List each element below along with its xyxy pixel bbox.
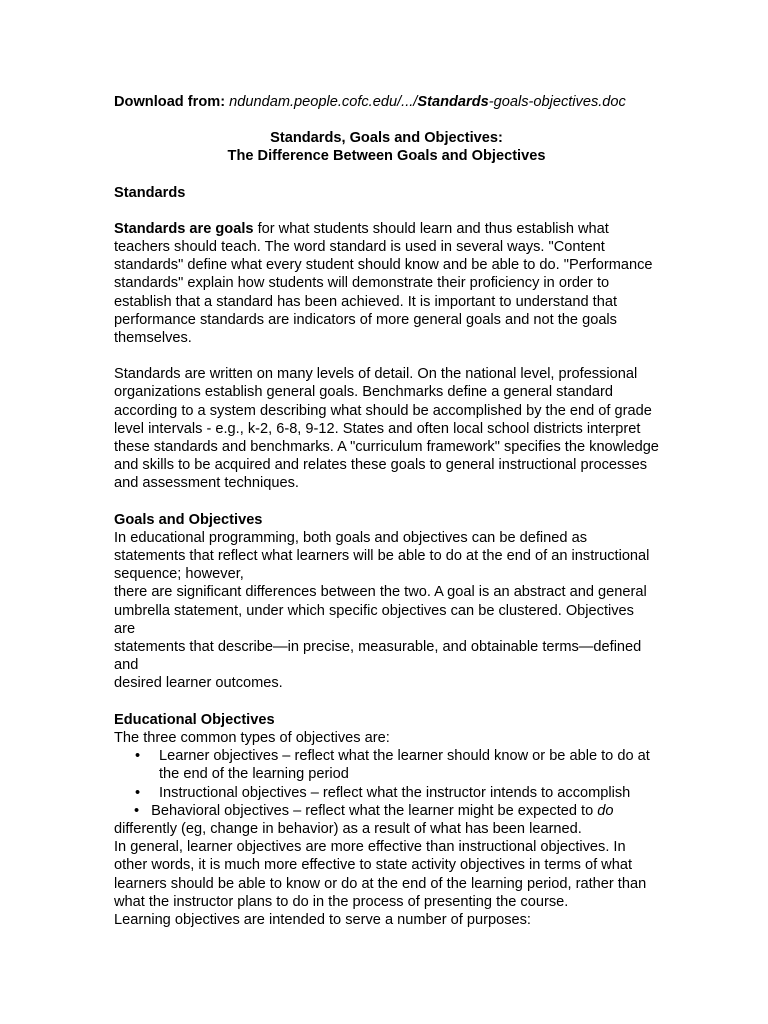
bullet-text: Learner objectives – reflect what the learner should know or be able to do at the end of the learning period [159, 748, 650, 783]
bullet-icon: • [135, 748, 141, 765]
bullet-text-italic: do [597, 802, 614, 819]
download-label: Download from: [114, 94, 226, 110]
goals-heading: Goals and Objectives [114, 511, 263, 528]
objectives-intro: The three common types of objectives are: [114, 729, 390, 746]
bullet-icon: • [135, 784, 141, 801]
behavioral-continuation: differently (eg, change in behavior) as a result of what has been learned. [114, 820, 582, 837]
title-line-1: Standards, Goals and Objectives: [270, 130, 503, 147]
standards-paragraph-2: Standards are written on many levels of detail. On the national level, professional organizations establish general goals. Benchmarks define a general standard according to a system describing what should be accomplished by the end of grade level intervals - e.g., k-2, 6-8, 9-12. States and often local school districts interpret these standards and benchmarks. A "curriculum framework" specifies the knowledge and skills to be acquired and relates these goals to general instructional processes and assessment techniques. [114, 366, 659, 492]
standards-lead-bold: Standards are goals [114, 220, 254, 237]
goals-line-2: there are significant differences between the two. A goal is an abstract and general umbrella statement, under which specific objectives can be clustered. Objectives are [114, 584, 647, 637]
bullet-text: Behavioral objectives – reflect what the learner might be expected to [151, 802, 598, 819]
objectives-list [114, 747, 659, 802]
list-item [135, 747, 659, 783]
bullet-icon: • [134, 802, 140, 819]
download-url-bold[interactable]: Standards [417, 94, 489, 110]
download-source-line [114, 93, 659, 111]
list-item-behavioral [114, 802, 659, 820]
download-url-part1[interactable]: ndundam.people.cofc.edu/.../ [225, 94, 418, 110]
document-body [114, 93, 659, 929]
learning-objectives-line: Learning objectives are intended to serve a number of purposes: [114, 911, 531, 928]
general-paragraph: In general, learner objectives are more effective than instructional objectives. In other words, it is much more effective to state activity objectives in terms of what learners should be able to know or do at the end of the learning period, rather than what the instructor plans to do in the process of presenting the course. [114, 839, 647, 910]
educational-objectives-heading: Educational Objectives [114, 711, 275, 728]
goals-line-4: desired learner outcomes. [114, 675, 283, 692]
goals-line-3: statements that describe—in precise, measurable, and obtainable terms—defined and [114, 639, 642, 674]
standards-paragraph-1 [114, 220, 659, 347]
bullet-text: Instructional objectives – reflect what the instructor intends to accomplish [159, 784, 631, 801]
standards-heading: Standards [114, 184, 186, 201]
title-line-2: The Difference Between Goals and Objectives [227, 148, 546, 165]
standards-paragraph-1-text: for what students should learn and thus establish what teachers should teach. The word standard is used in several ways. "Content standards" define what every student should know and be able to do. "Performance standards" explain how students will demonstrate their proficiency in order to establish that a standard has been achieved. It is important to understand that performance standards are indicators of more general goals and not the goals themselves. [114, 220, 653, 347]
goals-line-1: In educational programming, both goals and objectives can be defined as statements that reflect what learners will be able to do at the end of an instructional sequence; however, [114, 529, 650, 583]
document-title [114, 129, 659, 165]
list-item [135, 784, 659, 802]
download-url-part2[interactable]: -goals-objectives.doc [488, 94, 626, 110]
